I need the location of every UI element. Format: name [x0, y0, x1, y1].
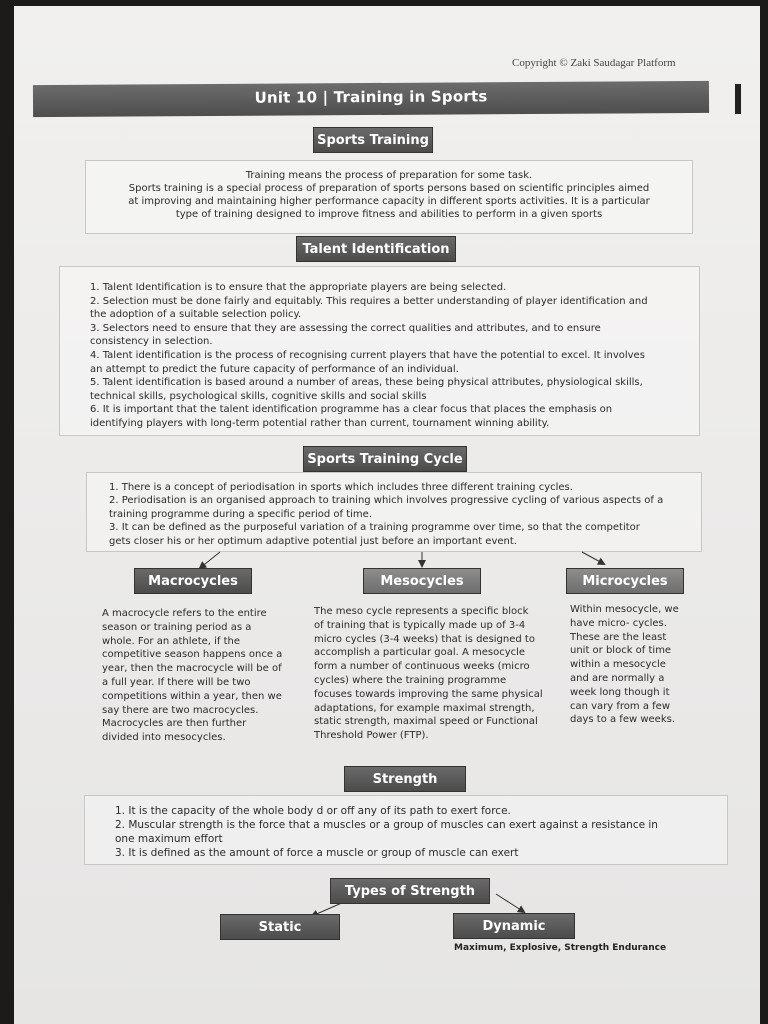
micro-line: days to a few weeks.: [570, 714, 675, 726]
meso-line: The meso cycle represents a specific block: [314, 606, 529, 617]
strength-text: [115, 804, 658, 860]
macro-line: season or training period as a: [102, 621, 252, 633]
meso-line: adaptations, for example maximal strength,: [314, 702, 535, 714]
microcycles-heading: Microcycles: [566, 568, 684, 594]
talent-line: consistency in selection.: [90, 336, 213, 348]
micro-line: have micro- cycles.: [570, 617, 667, 629]
talent-line: an attempt to predict the future capacity of performance of an individual.: [90, 363, 459, 375]
macro-line: divided into mesocycles.: [102, 732, 226, 744]
document-page: [14, 6, 760, 1024]
macrocycles-text: [102, 607, 282, 745]
strength-line: 2. Muscular strength is the force that a muscles or a group of muscles can exert against a resistance in: [115, 819, 658, 831]
cycle-line: 1. There is a concept of periodisation in sports which includes three different training cycles.: [109, 482, 573, 493]
cycle-arrows: [14, 6, 760, 1024]
meso-line: micro cycles (3-4 weeks) that is designed to: [314, 633, 535, 645]
meso-line: cycles) where the training programme: [314, 674, 507, 686]
types-of-strength-heading: Types of Strength: [330, 878, 490, 904]
micro-line: week long though it: [570, 686, 670, 698]
mesocycles-text: [314, 605, 543, 743]
meso-line: static strength, maximal speed or Functional: [314, 716, 538, 728]
micro-line: Within mesocycle, we: [570, 604, 679, 615]
microcycles-text: [570, 603, 679, 727]
micro-line: within a mesocycle: [570, 659, 666, 671]
macro-line: whole. For an athlete, if the: [102, 635, 241, 647]
talent-line: identifying players with long-term potential rather than current, tournament winning ability.: [90, 417, 550, 429]
talent-line: 2. Selection must be done fairly and equitably. This requires a better understanding of player identification and: [90, 295, 648, 307]
sports-training-line: at improving and maintaining higher performance capacity in different sports activities. It is a particular: [128, 196, 650, 207]
meso-line: accomplish a particular goal. A mesocycle: [314, 647, 526, 659]
unit-title: Unit 10 | Training in Sports: [254, 87, 488, 107]
macro-line: year, then the macrocycle will be of: [102, 663, 282, 675]
macro-line: competitive season happens once a: [102, 649, 283, 661]
micro-line: and are normally a: [570, 672, 665, 684]
mesocycles-heading: Mesocycles: [363, 568, 481, 594]
static-strength-label: Static: [220, 914, 340, 940]
strength-line: one maximum effort: [115, 833, 223, 845]
strength-line: 3. It is defined as the amount of force a muscle or group of muscle can exert: [115, 847, 519, 859]
sports-training-line: Training means the process of preparation for some task.: [245, 170, 533, 181]
sports-training-line: type of training designed to improve fitness and abilities to perform in a given sports: [175, 209, 603, 220]
talent-line: technical skills, psychological skills, cognitive skills and social skills: [90, 390, 427, 402]
sports-training-cycle-heading: Sports Training Cycle: [303, 446, 467, 472]
macro-line: A macrocycle refers to the entire: [102, 608, 267, 619]
micro-line: These are the least: [570, 631, 667, 643]
talent-line: 1. Talent Identification is to ensure that the appropriate players are being selected.: [90, 282, 507, 293]
talent-line: 5. Talent identification is based around a number of areas, these being physical attributes, physiological skills,: [90, 377, 643, 389]
copyright-notice: Copyright © Zaki Saudagar Platform: [512, 57, 676, 69]
macro-line: say there are two macrocycles.: [102, 704, 259, 716]
cycle-line: 3. It can be defined as the purposeful variation of a training programme over time, so that the competitor: [109, 522, 640, 534]
sports-training-line: Sports training is a special process of preparation of sports persons based on scientific principles aimed: [128, 183, 650, 194]
talent-identification-heading: Talent Identification: [296, 236, 456, 262]
dynamic-strength-label: Dynamic: [453, 913, 575, 939]
macro-line: competitions within a year, then we: [102, 690, 282, 702]
talent-line: 4. Talent identification is the process of recognising current players that have the potential to excel. It involves: [90, 349, 645, 361]
meso-line: of training that is typically made up of 3-4: [314, 619, 526, 631]
dynamic-strength-types: Maximum, Explosive, Strength Endurance: [454, 943, 667, 953]
macrocycles-heading: Macrocycles: [134, 568, 252, 594]
strength-heading: Strength: [344, 766, 466, 792]
sports-training-heading: Sports Training: [313, 127, 433, 153]
meso-line: Threshold Power (FTP).: [314, 730, 429, 742]
talent-line: 3. Selectors need to ensure that they are assessing the correct qualities and attributes, and to ensure: [90, 322, 601, 334]
cycle-line: gets closer his or her optimum adaptive potential just before an important event.: [109, 535, 517, 547]
cycle-line: 2. Periodisation is an organised approach to training which involves progressive cycling of various aspects of a: [109, 495, 664, 507]
micro-line: unit or block of time: [570, 645, 672, 657]
arrow-to-microcycles: [582, 552, 604, 564]
cycle-line: training programme during a specific period of time.: [109, 508, 373, 520]
micro-line: can vary from a few: [570, 700, 671, 712]
talent-line: the adoption of a suitable selection policy.: [90, 309, 302, 321]
talent-line: 6. It is important that the talent identification programme has a clear focus that places the emphasis on: [90, 404, 613, 416]
meso-line: form a number of continuous weeks (micro: [314, 661, 530, 673]
meso-line: focuses towards improving the same physical: [314, 688, 543, 700]
strength-line: 1. It is the capacity of the whole body d or off any of its path to exert force.: [115, 805, 511, 817]
strength-box: [84, 795, 728, 865]
macro-line: Macrocycles are then further: [102, 718, 247, 730]
arrow-to-macrocycles: [200, 552, 220, 568]
arrow-to-dynamic: [496, 894, 524, 912]
macro-line: a full year. If there will be two: [102, 676, 251, 688]
